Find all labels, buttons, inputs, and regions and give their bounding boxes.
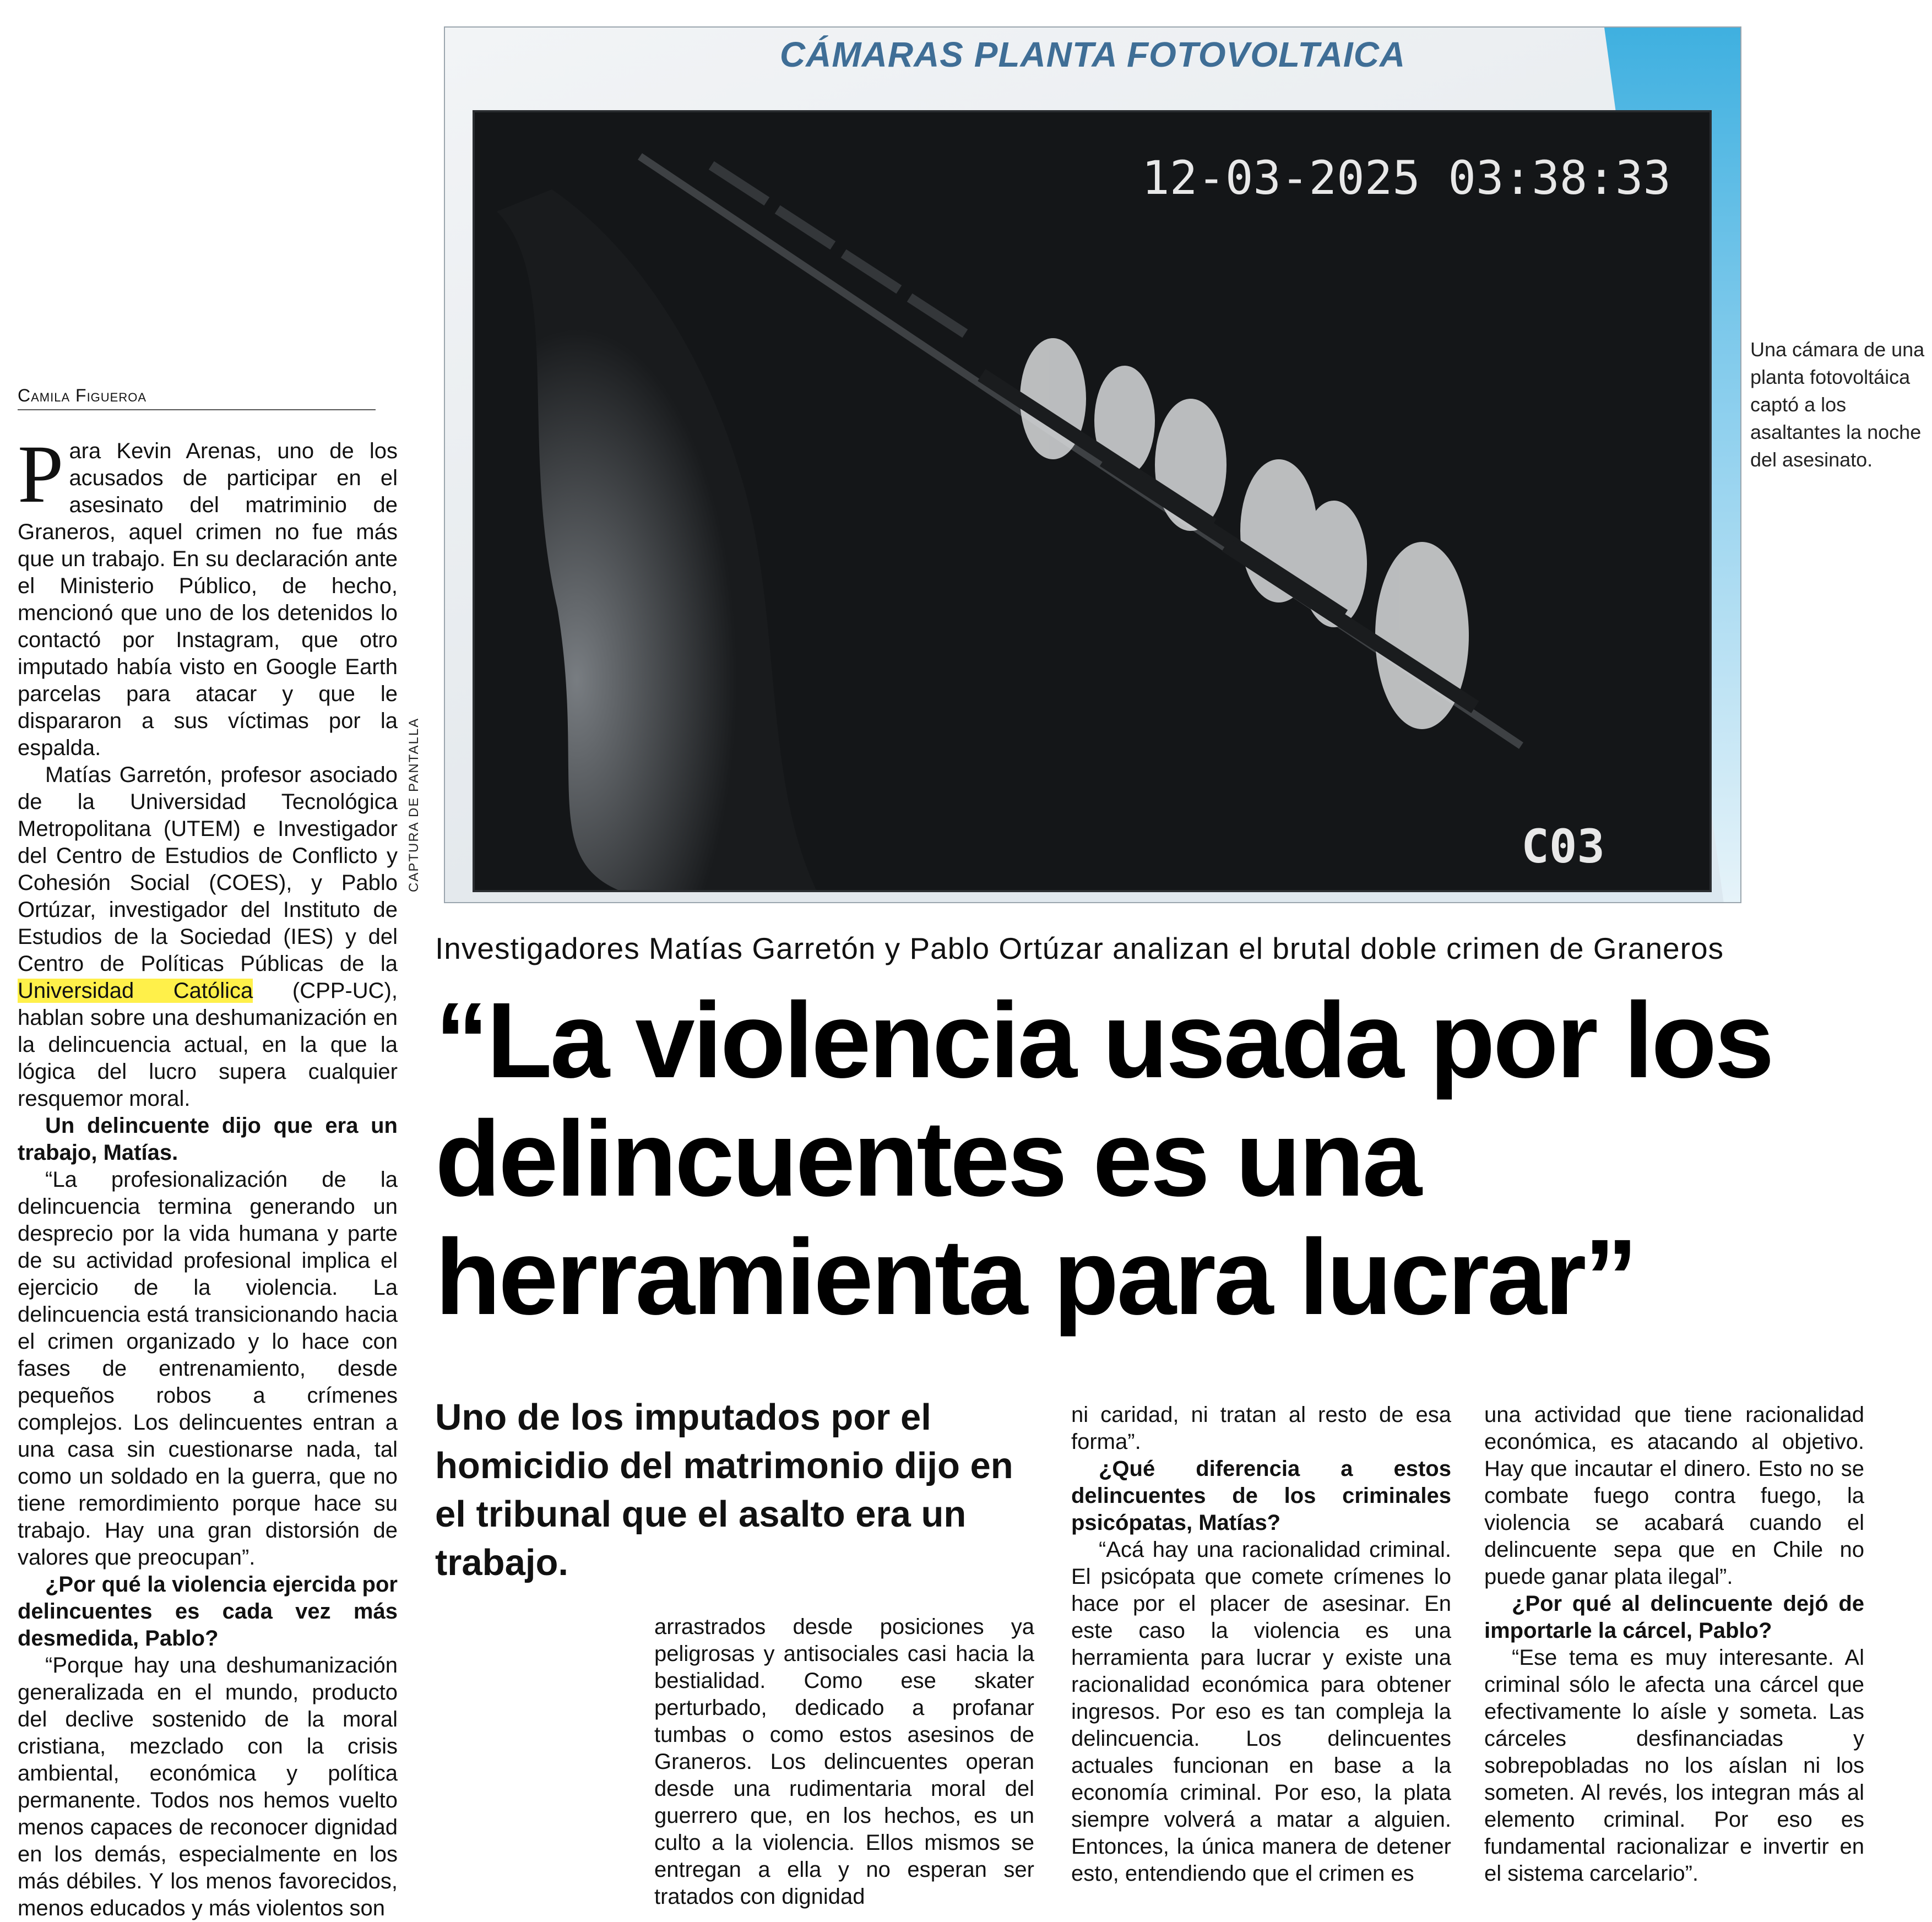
article-column-1: [18, 428, 398, 1922]
column-2-text: arrastrados desde posiciones ya peligrosas y antisociales casi hacia la bestialidad. Como ese skater perturbado, dedicado a profanar tumbas o como estos asesinos de Graneros. Los delincuentes operan desde una rudimentaria moral del guerrero que, en los hechos, es un culto a la violencia. Ellos mismos se entregan a ella y no esperan ser tratados con dignidad: [654, 1615, 1034, 1909]
byline: Camila Figueroa: [18, 386, 376, 410]
question-4: ¿Por qué al delincuente dejó de importarle la cárcel, Pablo?: [1484, 1592, 1864, 1643]
answer-2: “Porque hay una deshumanización generalizada en el mundo, producto del declive sostenido de la moral cristiana, mezclado con la crisis ambiental, económica y política permanente. Todos nos hemos vuelto menos capaces de reconocer dignidad en los demás, especialmente en los más débiles. Y los menos favorecidos, menos educados y más violentos son: [18, 1653, 398, 1920]
photo-caption: Una cámara de una planta fotovoltáica captó a los asaltantes la noche del asesinato.: [1750, 338, 1925, 471]
question-1: Un delincuente dijo que era un trabajo, Matías.: [18, 1114, 398, 1165]
article-column-4: [1484, 1402, 1864, 1887]
kicker: Investigadores Matías Garretón y Pablo Ortúzar analizan el brutal doble crimen de Graneros: [435, 931, 1724, 965]
question-2: ¿Por qué la violencia ejercida por delincuentes es cada vez más desmedida, Pablo?: [18, 1572, 398, 1650]
camera-scene-image: [475, 112, 1710, 890]
column-4-continuation: una actividad que tiene racionalidad económica, es atacando al objetivo. Hay que incautar el dinero. Esto no se combate fuego contra fuego, la violencia se acabará cuando el delincuente sepa que en Chile no puede ganar plata ilegal”.: [1484, 1403, 1864, 1589]
answer-1: “La profesionalización de la delincuencia termina generando un desprecio por la vida humana y parte de su actividad profesional implica el ejercicio de la violencia. La delincuencia está transicionando hacia el crimen organizado y lo hace con fases de entrenamiento, desde pequeños robos a crímenes complejos. Los delincuentes entran a una casa sin cuestionarse nada, tal como un soldado en la guerra, que no tiene remordimiento porque hace su trabajo. Hay una gran distorsión de valores que preocupan”.: [18, 1168, 398, 1570]
article-column-3: [1071, 1402, 1451, 1887]
question-3: ¿Qué diferencia a estos delincuentes de los criminales psicópatas, Matías?: [1071, 1457, 1451, 1535]
camera-timestamp: 12-03-2025 03:38:33: [1142, 151, 1671, 205]
photo-section-label: CÁMARAS PLANTA FOTOVOLTAICA: [779, 35, 1406, 74]
surveillance-photo: [444, 26, 1741, 903]
drop-cap: P: [18, 428, 64, 520]
answer-4: “Ese tema es muy interesante. Al criminal sólo le afecta una cárcel que efectivamente lo aísle y someta. Las cárceles desfinanciadas y sobrepobladas no los aíslan ni los someten. Al revés, los integran más al elemento criminal. Por eso es fundamental racionalizar e invertir en el sistema carcelario”.: [1484, 1646, 1864, 1886]
headline: “La violencia usada por los delincuentes es una herramienta para lucrar”: [435, 980, 1772, 1337]
article-column-2: [654, 1614, 1034, 1910]
column-3-continuation: ni caridad, ni tratan al resto de esa forma”.: [1071, 1403, 1451, 1454]
answer-3: “Acá hay una racionalidad criminal. El psicópata que comete crímenes lo hace por el placer de asesinar. En este caso la violencia es una herramienta para lucrar y existe una racionalidad económica para obtener ingresos. Por eso es tan compleja la delincuencia. Los delincuentes actuales funcionan en base a la economía criminal. Por eso, la plata siempre volverá a matar a alguien. Entonces, la única manera de detener esto, entendiendo que el crimen es: [1071, 1538, 1451, 1886]
camera-frame: [473, 110, 1712, 892]
context-paragraph: Matías Garretón, profesor asociado de la Universidad Tecnológica Metropolitana (UTEM) e Investigador del Centro de Estudios de Conflicto y Cohesión Social (COES), y Pablo Ortúzar, investigador del Instituto de Estudios de la Sociedad (IES) y del Centro de Políticas Públicas de la Universidad Católica (CPP-UC), hablan sobre una deshumanización en la delincuencia actual, en la que la lógica del lucro supera cualquier resquemor moral.: [18, 763, 398, 1111]
camera-id: C03: [1521, 819, 1605, 873]
intro-paragraph: [18, 428, 398, 762]
intro-text: ara Kevin Arenas, uno de los acusados de participar en el asesinato del matriminio de Graneros, aquel crimen no fue más que un trabajo. En su declaración ante el Ministerio Público, de hecho, mencionó que uno de los detenidos lo contactó por Instagram, que otro imputado había visto en Google Earth parcelas para atacar y que le dispararon a sus víctimas por la espalda.: [18, 439, 398, 760]
lead-paragraph: Uno de los imputados por el homicidio del matrimonio dijo en el tribunal que el asalto era un trabajo.: [435, 1397, 1013, 1583]
highlighted-text: Universidad Católica: [18, 979, 253, 1003]
photo-credit: CAPTURA DE PANTALLA: [406, 717, 421, 892]
